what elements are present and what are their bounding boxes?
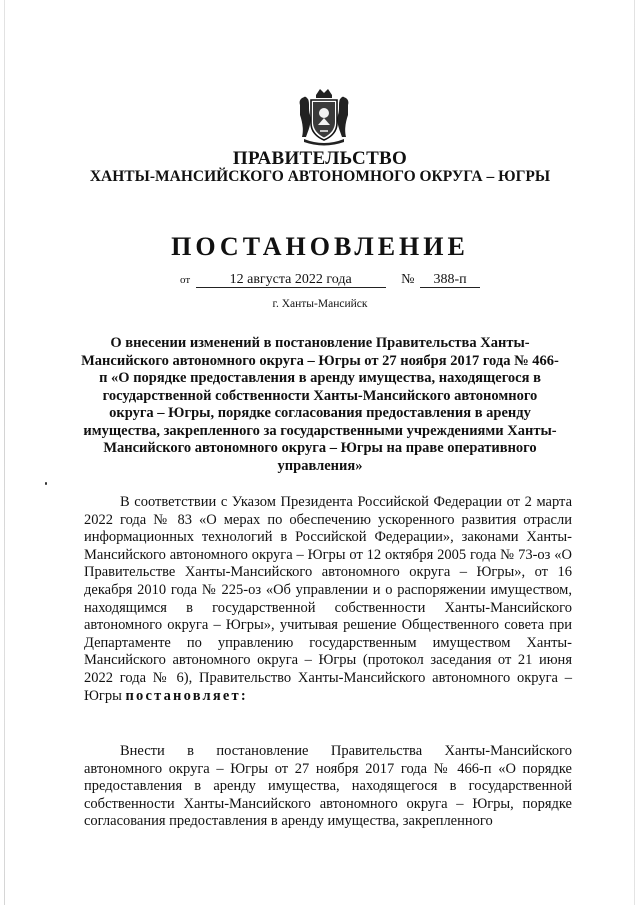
document-type: ПОСТАНОВЛЕНИЕ [171, 232, 469, 261]
city: г. Ханты-Мансийск [272, 298, 368, 310]
preamble-paragraph [84, 494, 572, 705]
number-prefix: № [401, 272, 415, 287]
document-date: 12 августа 2022 года [196, 272, 386, 288]
paragraph-1: Внести в постановление Правительства Ханты-Мансийского автономного округа – Югры от 27 ноября 2017 года № 466-п «О порядке предоставления в аренду имущества, находящегося в государственной собственности Ханты-Мансийского автономного округа – Югры, порядке согласования предоставления в аренду имущества, закрепленного [84, 743, 572, 830]
date-prefix: от [180, 274, 191, 286]
document-number: 388-п [420, 272, 480, 288]
scan-mark [45, 482, 47, 485]
region-name: ХАНТЫ-МАНСИЙСКОГО АВТОНОМНОГО ОКРУГА – ЮГРЫ [89, 168, 551, 185]
date-number-line [180, 272, 480, 288]
government-name: ПРАВИТЕЛЬСТВО [232, 148, 408, 169]
scan-edge-left [4, 0, 5, 905]
resolves-word: постановляет: [125, 687, 248, 704]
coat-of-arms-icon [296, 87, 352, 147]
document-title: О внесении изменений в постановление Правительства Ханты-Мансийского автономного округа – Югры от 27 ноября 2017 года № 466-п «О порядке предоставления в аренду имущества, находящегося в государственной собственности Ханты-Мансийского автономного округа – Югры, порядке согласования предоставления в аренду имущества, закрепленного за государственными учреждениями Ханты-Мансийского автономного округа – Югры на праве оперативного управления» [81, 335, 559, 474]
scan-edge-right [634, 0, 635, 905]
preamble-text: В соответствии с Указом Президента Российской Федерации от 2 марта 2022 года № 83 «О мерах по обеспечению ускоренного развития отрасли информационных технологий в Российской Федерации», законами Ханты-Мансийского автономного округа – Югры от 12 октября 2005 года № 73-оз «О Правительстве Ханты-Мансийского автономного округа – Югры», от 16 декабря 2010 года № 225-оз «Об управлении и о распоряжении имуществом, находящимся в государственной собственности Ханты-Мансийского автономного округа – Югры», учитывая решение Общественного совета при Департаменте по управлению государственным имуществом Ханты-Мансийского автономного округа – Югры (протокол заседания от 21 июня 2022 года № 6), Правительство Ханты-Мансийского автономного округа – Югры [84, 494, 572, 704]
